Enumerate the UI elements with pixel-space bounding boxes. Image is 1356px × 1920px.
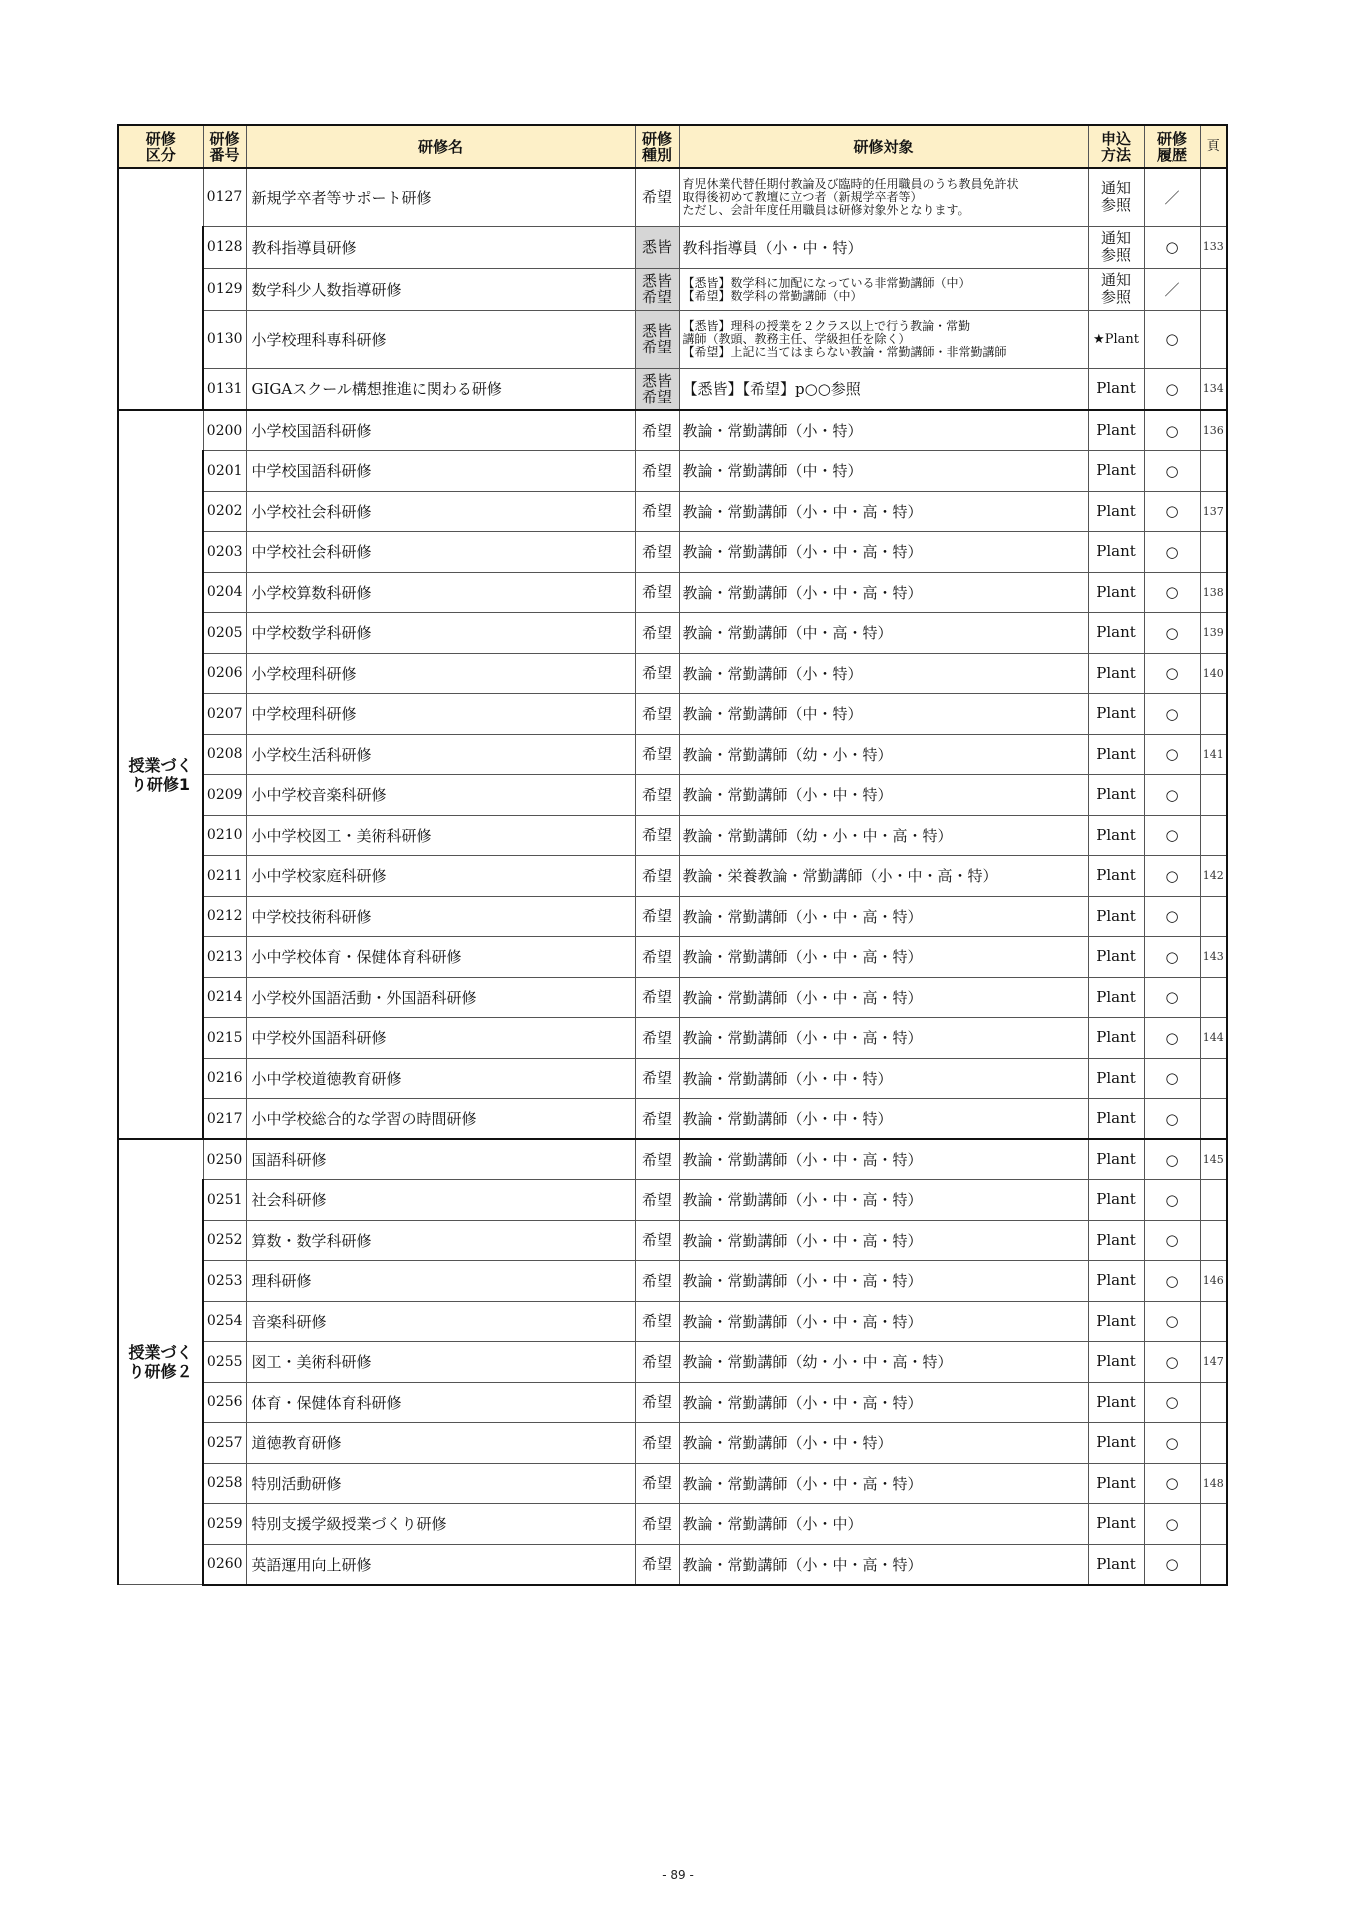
reference-page xyxy=(1200,977,1227,1018)
training-kind: 希望 xyxy=(635,694,679,735)
application-method: 通知 参照 xyxy=(1088,268,1144,310)
training-kind: 希望 xyxy=(635,1504,679,1545)
table-row xyxy=(118,451,1227,492)
application-method: Plant xyxy=(1088,815,1144,856)
reference-page: 144 xyxy=(1200,1018,1227,1059)
reference-page: 141 xyxy=(1200,734,1227,775)
application-method: Plant xyxy=(1088,1382,1144,1423)
application-method: Plant xyxy=(1088,572,1144,613)
table-row xyxy=(118,1261,1227,1302)
training-kind: 希望 xyxy=(635,1463,679,1504)
application-method: Plant xyxy=(1088,1504,1144,1545)
training-history-mark: ○ xyxy=(1144,572,1200,613)
application-method: Plant xyxy=(1088,1018,1144,1059)
training-kind: 希望 xyxy=(635,1342,679,1383)
training-history-mark: ○ xyxy=(1144,1180,1200,1221)
training-kind: 希望 xyxy=(635,977,679,1018)
training-history-mark: ○ xyxy=(1144,410,1200,451)
training-target: 教論・常勤講師（小・中・高・特） xyxy=(679,491,1088,532)
application-method: Plant xyxy=(1088,896,1144,937)
training-history-mark: ○ xyxy=(1144,1058,1200,1099)
table-body xyxy=(118,168,1227,1585)
training-number: 0130 xyxy=(203,310,246,368)
category-cell xyxy=(118,168,203,410)
training-target: 教論・常勤講師（小・中・高・特） xyxy=(679,572,1088,613)
training-kind: 希望 xyxy=(635,1058,679,1099)
training-history-mark: ○ xyxy=(1144,1544,1200,1585)
training-target: 教論・常勤講師（小・中・高・特） xyxy=(679,532,1088,573)
training-kind: 悉皆 xyxy=(635,226,679,268)
training-number: 0209 xyxy=(203,775,246,816)
table-row xyxy=(118,1423,1227,1464)
training-history-mark: ／ xyxy=(1144,268,1200,310)
training-target: 教論・常勤講師（小・中・高・特） xyxy=(679,937,1088,978)
training-target: 教論・常勤講師（中・特） xyxy=(679,694,1088,735)
table-row xyxy=(118,1139,1227,1180)
training-kind: 希望 xyxy=(635,1261,679,1302)
reference-page xyxy=(1200,1180,1227,1221)
table-row xyxy=(118,268,1227,310)
training-target: 教論・常勤講師（小・中・高・特） xyxy=(679,1018,1088,1059)
training-number: 0252 xyxy=(203,1220,246,1261)
table-row xyxy=(118,1382,1227,1423)
application-method: Plant xyxy=(1088,1342,1144,1383)
training-number: 0213 xyxy=(203,937,246,978)
training-history-mark: ○ xyxy=(1144,937,1200,978)
table-row xyxy=(118,168,1227,226)
header-history: 研修 履歴 xyxy=(1144,125,1200,168)
training-target: 教論・常勤講師（幼・小・特） xyxy=(679,734,1088,775)
training-number: 0215 xyxy=(203,1018,246,1059)
reference-page xyxy=(1200,896,1227,937)
training-number: 0260 xyxy=(203,1544,246,1585)
table-row xyxy=(118,368,1227,410)
training-target: 教科指導員（小・中・特） xyxy=(679,226,1088,268)
training-target: 教論・栄養教論・常勤講師（小・中・高・特） xyxy=(679,856,1088,897)
table-row xyxy=(118,856,1227,897)
training-target: 教論・常勤講師（小・中・高・特） xyxy=(679,1301,1088,1342)
training-name: 小学校社会科研修 xyxy=(246,491,635,532)
training-kind: 希望 xyxy=(635,1018,679,1059)
reference-page: 148 xyxy=(1200,1463,1227,1504)
table-row xyxy=(118,653,1227,694)
page-number: - 89 - xyxy=(662,1868,694,1882)
training-history-mark: ○ xyxy=(1144,1463,1200,1504)
training-number: 0202 xyxy=(203,491,246,532)
training-kind: 希望 xyxy=(635,896,679,937)
training-number: 0217 xyxy=(203,1099,246,1140)
training-kind: 希望 xyxy=(635,856,679,897)
reference-page xyxy=(1200,1544,1227,1585)
training-number: 0207 xyxy=(203,694,246,735)
table-row xyxy=(118,734,1227,775)
training-kind: 希望 xyxy=(635,613,679,654)
reference-page xyxy=(1200,310,1227,368)
training-target: 教論・常勤講師（中・特） xyxy=(679,451,1088,492)
table-row xyxy=(118,775,1227,816)
training-history-mark: ○ xyxy=(1144,856,1200,897)
reference-page: 138 xyxy=(1200,572,1227,613)
training-history-mark: ○ xyxy=(1144,896,1200,937)
application-method: Plant xyxy=(1088,410,1144,451)
training-history-mark: ○ xyxy=(1144,694,1200,735)
training-target: 教論・常勤講師（幼・小・中・高・特） xyxy=(679,815,1088,856)
table-row xyxy=(118,1301,1227,1342)
training-target: 教論・常勤講師（中・高・特） xyxy=(679,613,1088,654)
application-method: Plant xyxy=(1088,1139,1144,1180)
header-page: 頁 xyxy=(1200,125,1227,168)
training-history-mark: ○ xyxy=(1144,1261,1200,1302)
training-kind: 希望 xyxy=(635,1099,679,1140)
table-row xyxy=(118,491,1227,532)
application-method: Plant xyxy=(1088,1463,1144,1504)
header-kind: 研修 種別 xyxy=(635,125,679,168)
application-method: Plant xyxy=(1088,1301,1144,1342)
application-method: Plant xyxy=(1088,1423,1144,1464)
training-history-mark: ○ xyxy=(1144,1423,1200,1464)
training-kind: 希望 xyxy=(635,491,679,532)
table-row xyxy=(118,694,1227,735)
training-number: 0206 xyxy=(203,653,246,694)
training-history-mark: ○ xyxy=(1144,1301,1200,1342)
table-row xyxy=(118,977,1227,1018)
category-cell: 授業づく り研修1 xyxy=(118,410,203,1139)
training-target: 育児休業代替任期付教論及び臨時的任用職員のうち教員免許状 取得後初めて教壇に立つ者（新規学卒者等） ただし、会計年度任用職員は研修対象外となります。 xyxy=(679,168,1088,226)
training-target: 教論・常勤講師（小・中・特） xyxy=(679,775,1088,816)
training-target: 【悉皆】【希望】p○○参照 xyxy=(679,368,1088,410)
training-target: 【悉皆】数学科に加配になっている非常勤講師（中） 【希望】数学科の常勤講師（中） xyxy=(679,268,1088,310)
reference-page: 136 xyxy=(1200,410,1227,451)
training-kind: 悉皆 希望 xyxy=(635,310,679,368)
training-kind: 希望 xyxy=(635,1180,679,1221)
training-name: 中学校外国語科研修 xyxy=(246,1018,635,1059)
training-name: 数学科少人数指導研修 xyxy=(246,268,635,310)
application-method: Plant xyxy=(1088,1544,1144,1585)
training-name: 音楽科研修 xyxy=(246,1301,635,1342)
training-name: 理科研修 xyxy=(246,1261,635,1302)
table-row xyxy=(118,1180,1227,1221)
application-method: Plant xyxy=(1088,1261,1144,1302)
training-name: 小学校生活科研修 xyxy=(246,734,635,775)
training-name: 小中学校体育・保健体育科研修 xyxy=(246,937,635,978)
table-row xyxy=(118,1220,1227,1261)
training-name: 小中学校道徳教育研修 xyxy=(246,1058,635,1099)
reference-page xyxy=(1200,1382,1227,1423)
reference-page: 140 xyxy=(1200,653,1227,694)
training-history-mark: ○ xyxy=(1144,1342,1200,1383)
training-kind: 希望 xyxy=(635,410,679,451)
table-row xyxy=(118,1504,1227,1545)
training-name: 中学校国語科研修 xyxy=(246,451,635,492)
header-target: 研修対象 xyxy=(679,125,1088,168)
table-row xyxy=(118,310,1227,368)
reference-page: 142 xyxy=(1200,856,1227,897)
training-number: 0131 xyxy=(203,368,246,410)
training-name: 新規学卒者等サポート研修 xyxy=(246,168,635,226)
application-method: Plant xyxy=(1088,1099,1144,1140)
table-row xyxy=(118,896,1227,937)
training-number: 0216 xyxy=(203,1058,246,1099)
application-method: Plant xyxy=(1088,694,1144,735)
training-history-mark: ○ xyxy=(1144,1139,1200,1180)
application-method: Plant xyxy=(1088,937,1144,978)
training-history-mark: ○ xyxy=(1144,1099,1200,1140)
application-method: Plant xyxy=(1088,491,1144,532)
application-method: Plant xyxy=(1088,451,1144,492)
training-target: 教論・常勤講師（小・中・高・特） xyxy=(679,977,1088,1018)
training-history-mark: ○ xyxy=(1144,734,1200,775)
training-name: 小学校外国語活動・外国語科研修 xyxy=(246,977,635,1018)
training-number: 0211 xyxy=(203,856,246,897)
training-number: 0212 xyxy=(203,896,246,937)
reference-page xyxy=(1200,1220,1227,1261)
training-kind: 希望 xyxy=(635,1220,679,1261)
training-kind: 悉皆 希望 xyxy=(635,368,679,410)
training-history-mark: ○ xyxy=(1144,310,1200,368)
header-name: 研修名 xyxy=(246,125,635,168)
application-method: Plant xyxy=(1088,613,1144,654)
training-kind: 希望 xyxy=(635,815,679,856)
application-method: Plant xyxy=(1088,532,1144,573)
training-number: 0254 xyxy=(203,1301,246,1342)
category-cell: 授業づく り研修２ xyxy=(118,1139,203,1585)
training-name: 教科指導員研修 xyxy=(246,226,635,268)
reference-page xyxy=(1200,1504,1227,1545)
reference-page xyxy=(1200,1058,1227,1099)
training-name: 国語科研修 xyxy=(246,1139,635,1180)
training-number: 0255 xyxy=(203,1342,246,1383)
training-name: 小中学校図工・美術科研修 xyxy=(246,815,635,856)
training-history-mark: ○ xyxy=(1144,1382,1200,1423)
application-method: Plant xyxy=(1088,368,1144,410)
header-method: 申込 方法 xyxy=(1088,125,1144,168)
training-history-mark: ○ xyxy=(1144,1018,1200,1059)
training-name: GIGAスクール構想推進に関わる研修 xyxy=(246,368,635,410)
training-history-mark: ○ xyxy=(1144,226,1200,268)
training-history-mark: ○ xyxy=(1144,451,1200,492)
training-name: 小中学校音楽科研修 xyxy=(246,775,635,816)
application-method: ★Plant xyxy=(1088,310,1144,368)
training-name: 小学校理科研修 xyxy=(246,653,635,694)
training-number: 0258 xyxy=(203,1463,246,1504)
application-method: Plant xyxy=(1088,734,1144,775)
training-history-mark: ○ xyxy=(1144,653,1200,694)
training-history-mark: ○ xyxy=(1144,1220,1200,1261)
training-number: 0127 xyxy=(203,168,246,226)
training-target: 教論・常勤講師（小・特） xyxy=(679,410,1088,451)
training-target: 教論・常勤講師（小・中・高・特） xyxy=(679,1544,1088,1585)
training-kind: 希望 xyxy=(635,532,679,573)
application-method: 通知 参照 xyxy=(1088,168,1144,226)
training-history-mark: ○ xyxy=(1144,491,1200,532)
training-name: 中学校理科研修 xyxy=(246,694,635,735)
training-number: 0129 xyxy=(203,268,246,310)
training-kind: 悉皆 希望 xyxy=(635,268,679,310)
training-history-mark: ○ xyxy=(1144,1504,1200,1545)
training-name: 小中学校総合的な学習の時間研修 xyxy=(246,1099,635,1140)
training-history-mark: ／ xyxy=(1144,168,1200,226)
training-number: 0208 xyxy=(203,734,246,775)
training-target: 教論・常勤講師（小・中・特） xyxy=(679,1099,1088,1140)
reference-page: 134 xyxy=(1200,368,1227,410)
table-row xyxy=(118,226,1227,268)
table-row xyxy=(118,1463,1227,1504)
table-row xyxy=(118,937,1227,978)
application-method: Plant xyxy=(1088,977,1144,1018)
training-kind: 希望 xyxy=(635,1423,679,1464)
training-number: 0201 xyxy=(203,451,246,492)
training-kind: 希望 xyxy=(635,734,679,775)
training-target: 【悉皆】理科の授業を２クラス以上で行う教論・常勤 講師（教頭、教務主任、学級担任を除く） 【希望】上記に当てはまらない教論・常勤講師・非常勤講師 xyxy=(679,310,1088,368)
training-name: 小学校国語科研修 xyxy=(246,410,635,451)
training-number: 0253 xyxy=(203,1261,246,1302)
training-name: 英語運用向上研修 xyxy=(246,1544,635,1585)
table-row xyxy=(118,1544,1227,1585)
table-row xyxy=(118,1018,1227,1059)
training-history-mark: ○ xyxy=(1144,368,1200,410)
reference-page xyxy=(1200,532,1227,573)
training-kind: 希望 xyxy=(635,1382,679,1423)
training-target: 教論・常勤講師（小・中・高・特） xyxy=(679,1139,1088,1180)
training-number: 0210 xyxy=(203,815,246,856)
training-name: 特別支援学級授業づくり研修 xyxy=(246,1504,635,1545)
reference-page xyxy=(1200,775,1227,816)
training-kind: 希望 xyxy=(635,1139,679,1180)
training-number: 0200 xyxy=(203,410,246,451)
training-kind: 希望 xyxy=(635,572,679,613)
application-method: Plant xyxy=(1088,856,1144,897)
header-number: 研修 番号 xyxy=(203,125,246,168)
training-kind: 希望 xyxy=(635,775,679,816)
training-history-mark: ○ xyxy=(1144,532,1200,573)
table-row xyxy=(118,410,1227,451)
application-method: Plant xyxy=(1088,1180,1144,1221)
training-target: 教論・常勤講師（小・中・高・特） xyxy=(679,1463,1088,1504)
training-name: 社会科研修 xyxy=(246,1180,635,1221)
training-number: 0259 xyxy=(203,1504,246,1545)
training-name: 算数・数学科研修 xyxy=(246,1220,635,1261)
training-name: 体育・保健体育科研修 xyxy=(246,1382,635,1423)
reference-page: 145 xyxy=(1200,1139,1227,1180)
table-header-row xyxy=(118,125,1227,168)
training-kind: 希望 xyxy=(635,937,679,978)
table-row xyxy=(118,613,1227,654)
training-history-mark: ○ xyxy=(1144,775,1200,816)
training-target: 教論・常勤講師（小・中・特） xyxy=(679,1058,1088,1099)
training-name: 特別活動研修 xyxy=(246,1463,635,1504)
table-row xyxy=(118,532,1227,573)
training-kind: 希望 xyxy=(635,451,679,492)
training-target: 教論・常勤講師（小・中・高・特） xyxy=(679,1261,1088,1302)
reference-page: 147 xyxy=(1200,1342,1227,1383)
reference-page: 139 xyxy=(1200,613,1227,654)
reference-page xyxy=(1200,1423,1227,1464)
table-row xyxy=(118,572,1227,613)
training-number: 0204 xyxy=(203,572,246,613)
reference-page: 143 xyxy=(1200,937,1227,978)
reference-page xyxy=(1200,815,1227,856)
training-target: 教論・常勤講師（小・中・高・特） xyxy=(679,1220,1088,1261)
table-row xyxy=(118,1099,1227,1140)
training-name: 中学校技術科研修 xyxy=(246,896,635,937)
training-name: 小中学校家庭科研修 xyxy=(246,856,635,897)
reference-page xyxy=(1200,1301,1227,1342)
training-target: 教論・常勤講師（小・中・高・特） xyxy=(679,1382,1088,1423)
reference-page xyxy=(1200,451,1227,492)
application-method: Plant xyxy=(1088,1220,1144,1261)
training-number: 0250 xyxy=(203,1139,246,1180)
training-target: 教論・常勤講師（小・中） xyxy=(679,1504,1088,1545)
application-method: Plant xyxy=(1088,653,1144,694)
training-target: 教論・常勤講師（小・中・高・特） xyxy=(679,1180,1088,1221)
training-number: 0128 xyxy=(203,226,246,268)
training-target: 教論・常勤講師（幼・小・中・高・特） xyxy=(679,1342,1088,1383)
training-number: 0214 xyxy=(203,977,246,1018)
training-kind: 希望 xyxy=(635,168,679,226)
training-target: 教論・常勤講師（小・特） xyxy=(679,653,1088,694)
training-history-mark: ○ xyxy=(1144,977,1200,1018)
training-kind: 希望 xyxy=(635,653,679,694)
training-history-mark: ○ xyxy=(1144,613,1200,654)
reference-page: 133 xyxy=(1200,226,1227,268)
training-name: 小学校理科専科研修 xyxy=(246,310,635,368)
training-number: 0251 xyxy=(203,1180,246,1221)
training-target: 教論・常勤講師（小・中・特） xyxy=(679,1423,1088,1464)
reference-page xyxy=(1200,694,1227,735)
training-kind: 希望 xyxy=(635,1544,679,1585)
application-method: 通知 参照 xyxy=(1088,226,1144,268)
training-kind: 希望 xyxy=(635,1301,679,1342)
table-row xyxy=(118,1342,1227,1383)
training-name: 中学校数学科研修 xyxy=(246,613,635,654)
reference-page: 137 xyxy=(1200,491,1227,532)
training-table xyxy=(117,124,1228,1586)
training-number: 0203 xyxy=(203,532,246,573)
table-row xyxy=(118,1058,1227,1099)
training-history-mark: ○ xyxy=(1144,815,1200,856)
training-number: 0257 xyxy=(203,1423,246,1464)
reference-page xyxy=(1200,268,1227,310)
training-name: 図工・美術科研修 xyxy=(246,1342,635,1383)
reference-page xyxy=(1200,1099,1227,1140)
table-row xyxy=(118,815,1227,856)
application-method: Plant xyxy=(1088,1058,1144,1099)
training-target: 教論・常勤講師（小・中・高・特） xyxy=(679,896,1088,937)
application-method: Plant xyxy=(1088,775,1144,816)
header-category: 研修 区分 xyxy=(118,125,203,168)
training-name: 小学校算数科研修 xyxy=(246,572,635,613)
training-name: 道徳教育研修 xyxy=(246,1423,635,1464)
training-number: 0256 xyxy=(203,1382,246,1423)
training-name: 中学校社会科研修 xyxy=(246,532,635,573)
reference-page: 146 xyxy=(1200,1261,1227,1302)
reference-page xyxy=(1200,168,1227,226)
training-number: 0205 xyxy=(203,613,246,654)
